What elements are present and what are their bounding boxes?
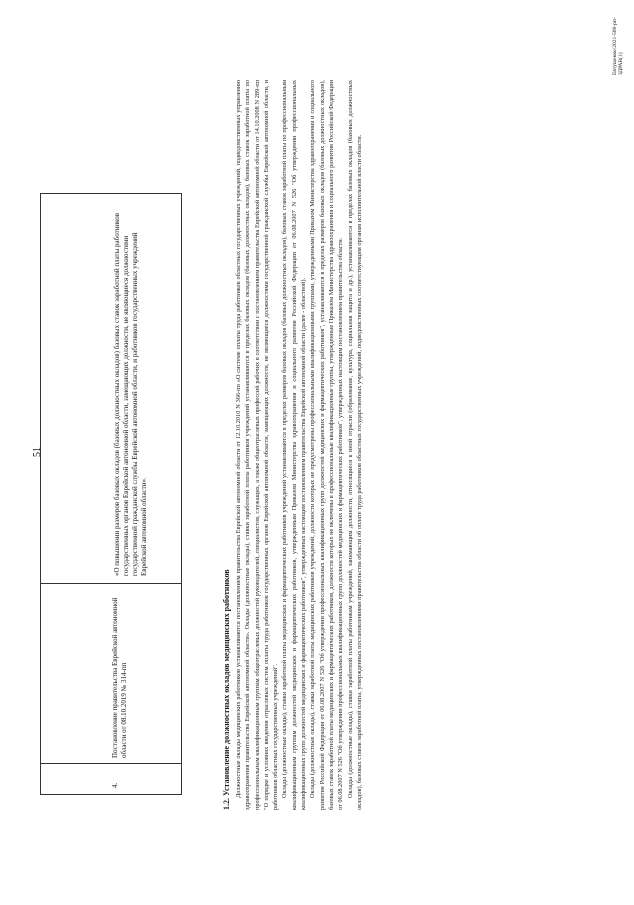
paragraph: Оклады (должностные оклады), ставки заработной платы работникам учреждений, занимающим должности, относящиеся к иной отрасли (образование, культура, социальная защита и др.), устанавливаются в пределах базовых окладов (базовых должностных окладов), базовых ставок заработной платы, утвержденных постановлениями правительства области об оплате труда работников областных государственных учреждений, подведомственных соответствующим органам исполнительной власти области. bbox=[346, 80, 363, 810]
page-number: 51 bbox=[32, 447, 43, 457]
paragraph: Оклады (должностные оклады), ставки заработной платы медицинских работников учреждений, должности которых не предусмотрены профессиональными квалификационными группами, утвержденными Приказом Министерства здравоохранения и социального развития Российской Федерации от 06.08.2007 N 526 "Об утверждении профессиональных квалификационных групп должностей медицинских и фармацевтических работников", устанавливаются в пределах размеров базовых окладов (базовых должностных окладов), базовых ставок заработной платы медицинских и фармацевтических работников, должности которых не включены в профессиональные квалификационные группы, утвержденные Приказом Министерства здравоохранения и социального развития Российской Федерации от 06.08.2007 N 526 "Об утверждении профессиональных квалификационных групп должностей медицинских и фармацевтических работников", утвержденных настоящим постановлением правительства области. bbox=[309, 80, 345, 810]
document-table bbox=[40, 193, 182, 795]
row-description: «О повышении размеров базовых окладов (базовых должностных окладов) базовых ставок заработной платы работников государственных органов Еврейской автономной области, замещающих должности, не являющиеся должностями государственной гражданской службы Еврейской автономной области, и работников государственных учреждений Еврейской автономной области». bbox=[113, 212, 148, 576]
paragraph: Должностные оклады медицинских работников устанавливаются постановлением правительства Еврейской автономной области от 12.10.2010 N 366-пп «О системе оплаты труда работников областных государственных учреждений, подведомственных управлению здравоохранения правительства Еврейской автономной области». Оклады (должностные оклады), ставки заработной платы работников учреждений устанавливаются в пределах базовых окладов (базовых должностных окладов), базовых ставок заработной платы по профессиональным квалификационным группам общеотраслевых должностей руководителей, специалистов, служащих, а также общеотраслевых профессий рабочих в соответствии с постановлением правительства Еврейской автономной области от 14.10.2008 N 289-пп "О порядке и условиях введения отраслевых систем оплаты труда работников государственных органов Еврейской автономной области, замещающих должности, не являющиеся должностями государственной гражданской службы Еврейской автономной области, и работников областных государственных учреждений". bbox=[235, 80, 280, 810]
section-body bbox=[222, 80, 364, 810]
table-cell-description bbox=[41, 194, 181, 584]
section-heading: 1.2. Установление должностных окладов медицинских работников bbox=[222, 569, 231, 810]
table-cell-index bbox=[41, 763, 181, 794]
paragraph: Оклады (должностные оклады), ставки заработной платы медицинских и фармацевтических работников учреждений устанавливаются в пределах размеров базовых окладов (базовых должностных окладов), базовых ставок заработной платы по профессиональным квалификационным группам должностей медицинских и фармацевтических работников, утвержденным Приказом Министерства здравоохранения и социального развития Российской Федерации от 06.08.2007 N 526 "Об утверждении профессиональных квалификационных групп должностей медицинских и фармацевтических работников", утвержденных настоящим постановлением правительства Еврейской автономной области (далее - областной). bbox=[281, 80, 308, 810]
row-document: Постановление правительства Еврейской автономной области от 08.10.2019 № 314-пп bbox=[111, 597, 128, 758]
table-cell-document bbox=[41, 583, 181, 764]
row-index: 4. bbox=[111, 782, 119, 788]
footer-reference: Евтушенко/2021-506-рп-ЗДРАВ(1) bbox=[612, 17, 624, 75]
